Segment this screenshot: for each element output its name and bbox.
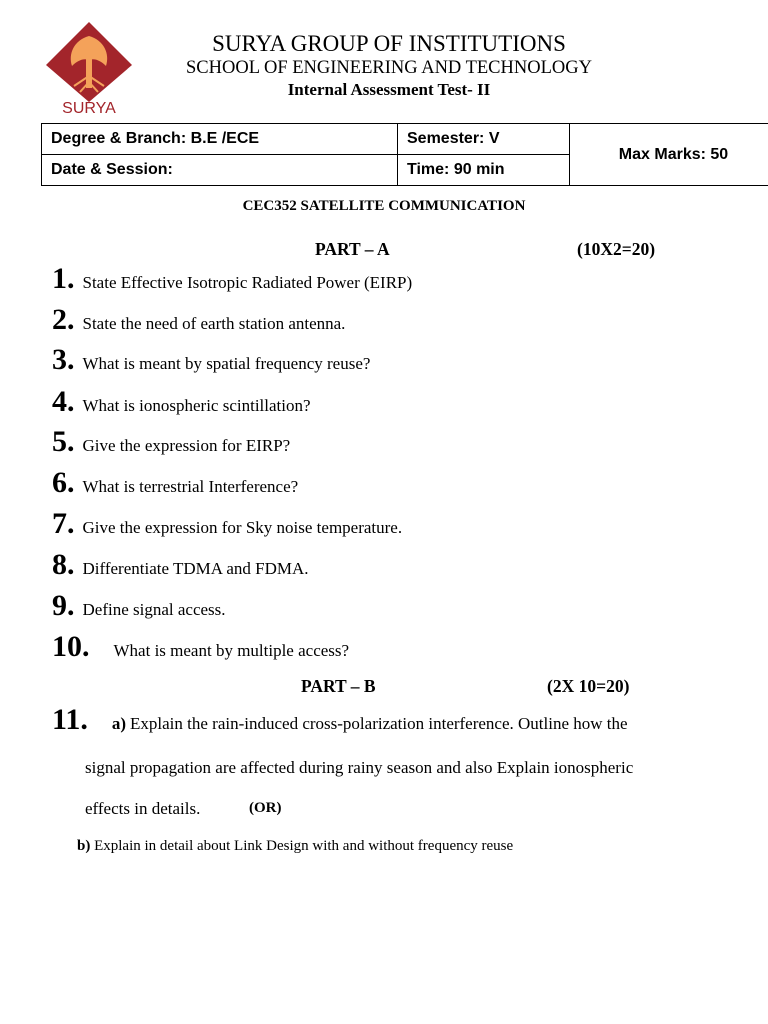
- question-item: [52, 385, 311, 419]
- date-cell: Date & Session:: [42, 155, 398, 186]
- question-text: What is meant by spatial frequency reuse?: [82, 354, 371, 373]
- or-label: (OR): [249, 800, 282, 816]
- question-text: What is meant by multiple access?: [113, 641, 350, 660]
- question-number: 10.: [52, 630, 90, 663]
- question-item: [52, 425, 290, 459]
- question-item: [52, 466, 298, 500]
- question-item: [52, 548, 309, 582]
- question-item: [52, 630, 349, 664]
- question-number: 6.: [52, 466, 75, 499]
- question-text: Differentiate TDMA and FDMA.: [82, 559, 309, 578]
- part-a-marks: (10X2=20): [577, 239, 656, 259]
- info-table: [41, 123, 768, 186]
- question-11: [52, 703, 628, 737]
- institution-title: SURYA GROUP OF INSTITUTIONS: [212, 31, 566, 56]
- option-a-label: a): [111, 714, 127, 733]
- degree-cell: Degree & Branch: B.E /ECE: [42, 124, 398, 155]
- option-b-text: Explain in detail about Link Design with and without frequency reuse: [94, 838, 514, 854]
- option-a-line1: Explain the rain-induced cross-polarization interference. Outline how the: [130, 714, 628, 733]
- school-title: SCHOOL OF ENGINEERING AND TECHNOLOGY: [186, 58, 592, 78]
- question-number: 5.: [52, 425, 75, 458]
- semester-cell: Semester: V: [398, 124, 570, 155]
- question-text: What is terrestrial Interference?: [82, 477, 299, 496]
- question-text: Give the expression for Sky noise temperature.: [82, 518, 403, 537]
- question-number: 1.: [52, 262, 75, 295]
- question-number: 2.: [52, 303, 75, 336]
- question-item: [52, 507, 402, 541]
- logo-text: SURYA: [62, 100, 116, 116]
- question-number: 11.: [52, 703, 88, 736]
- question-item: [52, 303, 345, 337]
- max-marks-cell: Max Marks: 50: [570, 124, 768, 186]
- question-text: Define signal access.: [82, 600, 226, 619]
- question-text: State Effective Isotropic Radiated Power (EIRP): [82, 273, 413, 292]
- part-b-marks: (2X 10=20): [547, 676, 630, 696]
- question-number: 7.: [52, 507, 75, 540]
- question-text: Give the expression for EIRP?: [82, 436, 291, 455]
- time-cell: Time: 90 min: [398, 155, 570, 186]
- option-a-line2: signal propagation are affected during rainy season and also Explain ionospheric: [85, 758, 634, 777]
- question-item: [52, 589, 226, 623]
- question-item: [52, 262, 412, 296]
- question-number: 3.: [52, 343, 75, 376]
- question-number: 4.: [52, 385, 75, 418]
- course-title: CEC352 SATELLITE COMMUNICATION: [242, 198, 526, 214]
- option-b: [77, 838, 513, 855]
- test-title: Internal Assessment Test- II: [287, 80, 491, 99]
- question-number: 8.: [52, 548, 75, 581]
- part-a-title: PART – A: [315, 239, 390, 259]
- question-number: 9.: [52, 589, 75, 622]
- question-text: What is ionospheric scintillation?: [82, 396, 311, 415]
- part-b-title: PART – B: [301, 676, 376, 696]
- option-a-line3: effects in details.: [85, 799, 201, 818]
- option-b-label: b): [77, 838, 91, 854]
- question-text: State the need of earth station antenna.: [82, 314, 346, 333]
- question-item: [52, 343, 370, 377]
